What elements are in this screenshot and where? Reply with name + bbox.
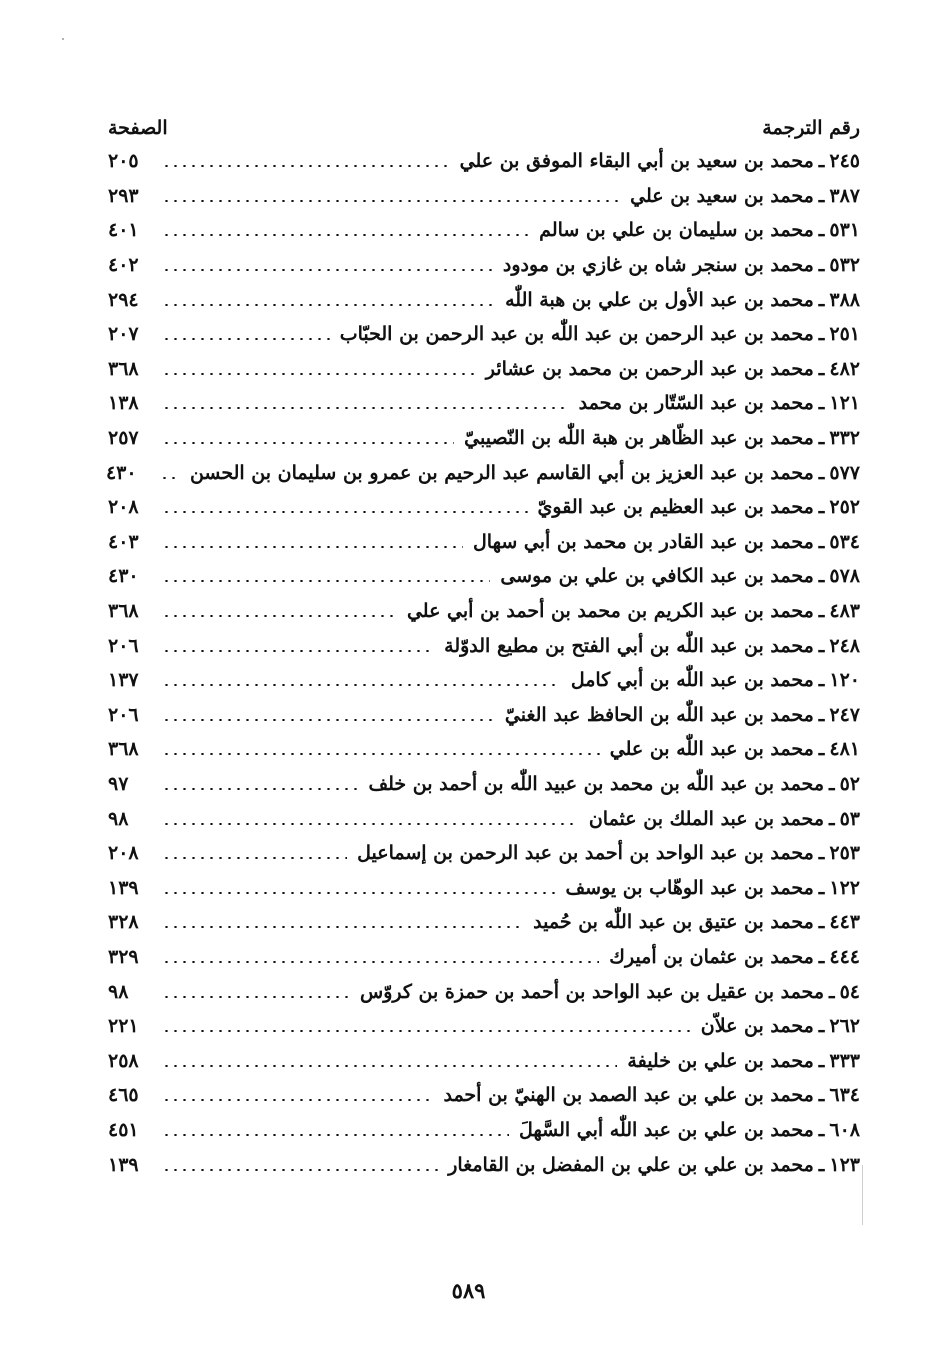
- entry-name: محمد بن عقيل بن عبد الواحد بن أحمد بن حمزة بن كروّس: [360, 980, 824, 1003]
- dot-leader: [162, 1134, 509, 1136]
- dot-leader: [162, 996, 350, 998]
- entry-name: محمد بن سعيد بن علي: [630, 184, 814, 207]
- dot-leader: [162, 823, 579, 825]
- entry-number: ٣٣٣: [829, 1049, 860, 1072]
- dot-leader: [162, 442, 454, 444]
- dot-leader: [162, 580, 490, 582]
- dot-leader: [162, 1030, 691, 1032]
- entry-page-number: ٤٦٥: [108, 1084, 139, 1107]
- entry-name: محمد بن عبد الكافي بن علي بن موسى: [500, 565, 814, 588]
- entry-page-number: ٢٩٤: [108, 288, 139, 311]
- entry-name: محمد بن سعيد بن أبي البقاء الموفق بن علي: [459, 150, 814, 173]
- entry-separator: ـ: [818, 600, 825, 623]
- entry-name: محمد بن علي بن علي بن المفضل بن القامغار: [448, 1153, 814, 1176]
- entry-name: محمد بن عبد العزيز بن أبي القاسم عبد الرحيم بن عمرو بن سليمان بن الحسن: [189, 461, 814, 484]
- entry-number: ٢٤٧: [829, 703, 860, 726]
- entry-number: ٥٧٧: [829, 461, 860, 484]
- entry-number: ٢٥١: [829, 323, 860, 346]
- entry-name: محمد بن عبد اللّٰه بن الحافظ عبد الغنيّ: [504, 703, 814, 726]
- dot-leader: [162, 926, 523, 928]
- entry-separator: ـ: [818, 496, 825, 519]
- entry-separator: ـ: [818, 288, 825, 311]
- entry-page-number: ٢٥٧: [108, 427, 139, 450]
- entry-number: ٤٨٢: [829, 357, 860, 380]
- entry-number: ١٢٣: [829, 1153, 860, 1176]
- entry-separator: ـ: [818, 842, 825, 865]
- entry-separator: ـ: [818, 634, 825, 657]
- index-entry-list: [105, 144, 860, 1182]
- entry-number: ٤٨١: [829, 738, 860, 761]
- index-entry: [108, 317, 860, 352]
- entry-separator: ـ: [818, 357, 825, 380]
- entry-name: محمد بن علي بن عبد اللّٰه أبي السَّهلَ: [518, 1118, 814, 1141]
- entry-separator: ـ: [818, 876, 825, 899]
- entry-separator: ـ: [829, 772, 835, 795]
- dot-leader: [162, 511, 528, 513]
- entry-number: ١٢٢: [829, 876, 860, 899]
- entry-page-number: ٣٢٨: [108, 911, 139, 934]
- entry-separator: ـ: [818, 392, 825, 415]
- entry-separator: ـ: [818, 1049, 825, 1072]
- entry-page-number: ٤٠٣: [108, 530, 139, 553]
- dot-leader: [162, 650, 434, 652]
- index-entry: [105, 455, 860, 490]
- dot-leader: [162, 269, 493, 271]
- entry-number: ٣٨٨: [829, 288, 860, 311]
- index-entry: [108, 940, 860, 975]
- entry-name: محمد بن عبد الرحمن بن محمد بن عشائر: [485, 357, 814, 380]
- scan-speck: [62, 38, 64, 40]
- entry-number: ١٢٠: [829, 669, 860, 692]
- entry-name: محمد بن عبد القادر بن محمد بن أبي سهال: [473, 530, 814, 553]
- entry-name: محمد بن عبد الأول بن علي بن هبة اللّٰه: [505, 288, 814, 311]
- dot-leader: [162, 1169, 438, 1171]
- dot-leader: [162, 753, 600, 755]
- dot-leader: [162, 615, 397, 617]
- index-entry: [108, 352, 860, 387]
- index-entry: [108, 767, 860, 802]
- entry-separator: ـ: [818, 323, 825, 346]
- entry-page-number: ١٣٩: [108, 876, 139, 899]
- entry-name: محمد بن سليمان بن علي بن سالم: [539, 219, 814, 242]
- dot-leader: [162, 200, 620, 202]
- entry-separator: ـ: [829, 807, 835, 830]
- entry-page-number: ٩٨: [108, 807, 129, 830]
- entry-separator: ـ: [818, 530, 825, 553]
- entry-number: ٣٨٧: [829, 184, 860, 207]
- entry-number: ٢٤٨: [829, 634, 860, 657]
- index-entry: [108, 386, 860, 421]
- entry-name: محمد بن عبد اللّٰه بن علي: [609, 738, 814, 761]
- index-entry: [108, 1043, 860, 1078]
- entry-separator: ـ: [818, 738, 825, 761]
- entry-page-number: ٢٠٦: [108, 634, 139, 657]
- index-entry: [108, 1078, 860, 1113]
- entry-page-number: ١٣٧: [108, 669, 139, 692]
- entry-page-number: ٣٦٨: [108, 357, 139, 380]
- scan-edge-mark: [862, 1165, 863, 1225]
- entry-name: محمد بن عثمان بن أميرك: [609, 945, 814, 968]
- index-entry: [108, 213, 860, 248]
- index-entry: [108, 282, 860, 317]
- dot-leader: [162, 1065, 617, 1067]
- entry-page-number: ٩٨: [108, 980, 129, 1003]
- index-entry: [108, 1009, 860, 1044]
- entry-number: ٦٣٤: [829, 1084, 860, 1107]
- entry-separator: ـ: [818, 669, 825, 692]
- dot-leader: [162, 407, 569, 409]
- entry-number: ٥٣٢: [829, 254, 860, 277]
- entry-separator: ـ: [818, 1084, 825, 1107]
- entry-page-number: ٤٣٠: [108, 565, 139, 588]
- entry-separator: ـ: [829, 980, 835, 1003]
- entry-separator: ـ: [818, 911, 825, 934]
- dot-leader: [162, 234, 529, 236]
- index-entry: [108, 559, 860, 594]
- entry-number: ٢٥٣: [829, 842, 860, 865]
- index-entry: [108, 1147, 860, 1182]
- entry-separator: ـ: [818, 184, 825, 207]
- entry-number: ٦٠٨: [829, 1118, 860, 1141]
- index-entry: [108, 905, 860, 940]
- entry-separator: ـ: [818, 1118, 825, 1141]
- entry-number: ٢٥٢: [829, 496, 860, 519]
- index-entry: [108, 974, 860, 1009]
- entry-page-number: ٢٢١: [108, 1015, 139, 1038]
- entry-number: ٥٤: [839, 980, 860, 1003]
- index-entry: [108, 870, 860, 905]
- entry-page-number: ٢٥٨: [108, 1049, 139, 1072]
- entry-number: ١٢١: [829, 392, 860, 415]
- entry-page-number: ٤٣٠: [105, 461, 137, 484]
- entry-number: ٤٤٣: [829, 911, 860, 934]
- dot-leader: [162, 719, 495, 721]
- index-entry: [108, 248, 860, 283]
- entry-number: ٢٦٢: [829, 1015, 860, 1038]
- entry-page-number: ٢٠٥: [108, 150, 139, 173]
- entry-page-number: ٤٠١: [108, 219, 139, 242]
- entry-page-number: ٣٦٨: [108, 738, 139, 761]
- entry-separator: ـ: [818, 1153, 825, 1176]
- entry-number: ٤٤٤: [829, 945, 860, 968]
- entry-number: ٣٣٢: [829, 427, 860, 450]
- index-entry: [108, 1113, 860, 1148]
- entry-name: محمد بن عبد السّتّار بن محمد: [578, 392, 814, 415]
- index-entry: [108, 490, 860, 525]
- index-entry: [108, 801, 860, 836]
- entry-number-header: رقم الترجمة: [762, 117, 860, 139]
- entry-name: محمد بن عبد الكريم بن محمد بن أحمد بن أبي علي: [406, 600, 814, 623]
- entry-name: محمد بن عبد الرحمن بن عبد اللّٰه بن عبد الرحمن بن الحبّاب: [339, 323, 814, 346]
- entry-name: محمد بن عبد اللّٰه بن أبي كامل: [570, 669, 814, 692]
- dot-leader: [162, 684, 561, 686]
- dot-leader: [162, 892, 556, 894]
- index-entry: [108, 732, 860, 767]
- entry-number: ٥٣: [839, 807, 860, 830]
- entry-page-number: ٣٦٨: [108, 600, 139, 623]
- index-entry: [108, 179, 860, 214]
- entry-separator: ـ: [818, 565, 825, 588]
- entry-name: محمد بن عبد اللّٰه بن محمد بن عبيد اللّٰه بن أحمد بن خلف: [368, 772, 824, 795]
- entry-separator: ـ: [818, 461, 825, 484]
- entry-name: محمد بن سنجر شاه بن غازي بن مودود: [502, 254, 814, 277]
- index-entry: [108, 628, 860, 663]
- entry-number: ٥٣٤: [829, 530, 860, 553]
- entry-name: محمد بن عبد الوهّاب بن يوسف: [565, 876, 814, 899]
- entry-name: محمد بن عتيق بن عبد اللّٰه بن حُميد: [533, 911, 814, 934]
- entry-name: محمد بن عبد الظّاهر بن هبة اللّٰه بن النّصيبيّ: [464, 427, 814, 450]
- entry-separator: ـ: [818, 150, 825, 173]
- entry-separator: ـ: [818, 945, 825, 968]
- entry-page-number: ٢٩٣: [108, 184, 139, 207]
- entry-separator: ـ: [818, 1015, 825, 1038]
- dot-leader: [162, 546, 463, 548]
- index-entry: [108, 594, 860, 629]
- entry-separator: ـ: [818, 703, 825, 726]
- index-entry: [108, 525, 860, 560]
- entry-separator: ـ: [818, 254, 825, 277]
- entry-page-number: ٣٢٩: [108, 945, 139, 968]
- dot-leader: [162, 338, 330, 340]
- entry-number: ٤٨٣: [829, 600, 860, 623]
- entry-page-number: ٢٠٧: [108, 323, 139, 346]
- dot-leader: [160, 477, 180, 479]
- column-headers: [108, 114, 860, 142]
- entry-number: ٥٢: [839, 772, 860, 795]
- entry-name: محمد بن عبد اللّٰه بن أبي الفتح بن مطيع الدوّلة: [444, 634, 814, 657]
- entry-name: محمد بن علاّن: [700, 1015, 814, 1038]
- dot-leader: [162, 373, 476, 375]
- dot-leader: [162, 165, 450, 167]
- index-entry: [108, 836, 860, 871]
- entry-separator: ـ: [818, 427, 825, 450]
- dot-leader: [162, 788, 358, 790]
- dot-leader: [162, 1099, 433, 1101]
- entry-name: محمد بن عبد الملك بن عثمان: [588, 807, 824, 830]
- index-entry: [108, 421, 860, 456]
- entry-page-number: ٢٠٨: [108, 496, 139, 519]
- entry-page-number: ١٣٨: [108, 392, 139, 415]
- index-entry: [108, 698, 860, 733]
- index-entry: [108, 663, 860, 698]
- entry-page-number: ٩٧: [108, 772, 129, 795]
- entry-page-number: ٢٠٨: [108, 842, 139, 865]
- dot-leader: [162, 857, 347, 859]
- dot-leader: [162, 304, 495, 306]
- entry-separator: ـ: [818, 219, 825, 242]
- entry-number: ٥٧٨: [829, 565, 860, 588]
- page-number-header: الصفحة: [108, 117, 168, 139]
- entry-page-number: ٤٥١: [108, 1118, 139, 1141]
- entry-name: محمد بن علي بن خليفة: [627, 1049, 814, 1072]
- entry-page-number: ٢٠٦: [108, 703, 139, 726]
- entry-number: ٢٤٥: [829, 150, 860, 173]
- entry-page-number: ١٣٩: [108, 1153, 139, 1176]
- entry-name: محمد بن علي بن عبد الصمد بن الهنيّ بن أحمد: [443, 1084, 814, 1107]
- entry-page-number: ٤٠٢: [108, 254, 139, 277]
- entry-number: ٥٣١: [829, 219, 860, 242]
- index-entry: [108, 144, 860, 179]
- folio-number: ٥٨٩: [451, 1278, 486, 1303]
- entry-name: محمد بن عبد العظيم بن عبد القويّ: [537, 496, 814, 519]
- entry-name: محمد بن عبد الواحد بن أحمد بن عبد الرحمن بن إسماعيل: [357, 842, 814, 865]
- dot-leader: [162, 961, 599, 963]
